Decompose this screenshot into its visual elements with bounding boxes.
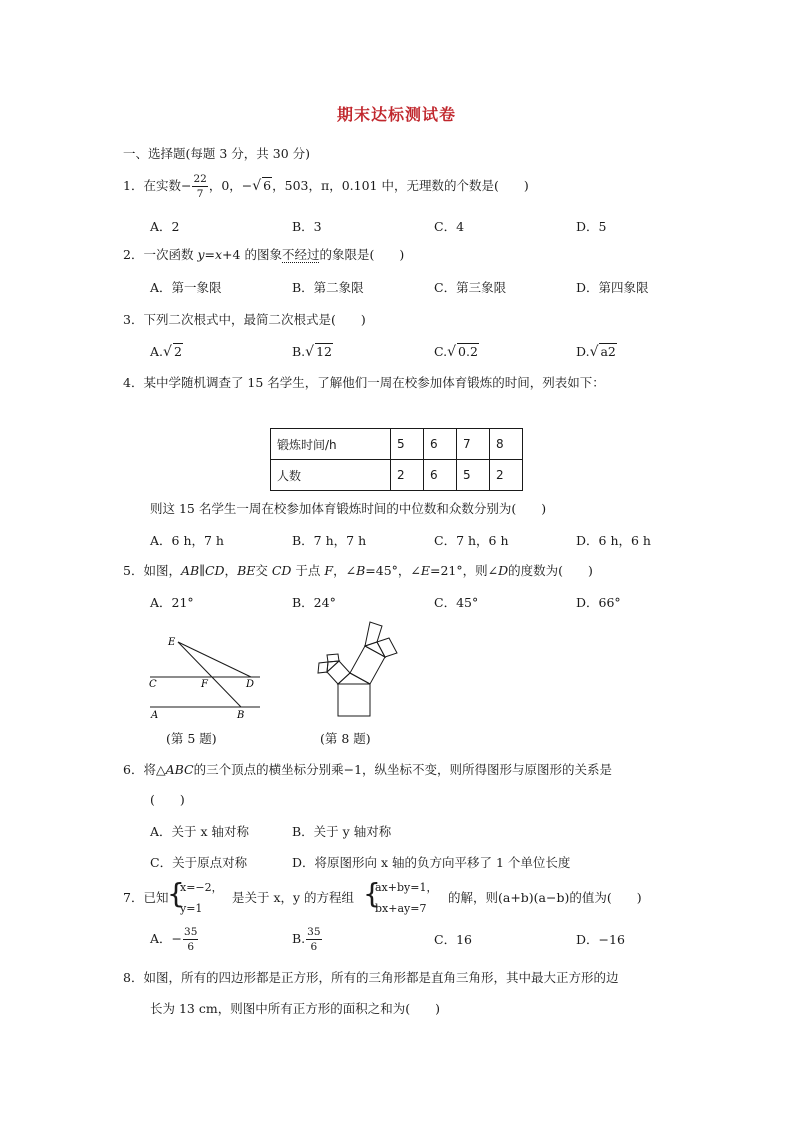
q5-text-a: 5．如图， xyxy=(123,563,181,578)
q6-answer-paren: ( ) xyxy=(150,792,185,807)
table-cell: 2 xyxy=(391,460,424,491)
q3-c-label: C. xyxy=(434,344,448,359)
q6-abc: ABC xyxy=(165,762,194,777)
line-ed xyxy=(178,642,251,677)
label-a: A xyxy=(151,710,159,721)
q3-a-label: A. xyxy=(150,344,164,359)
figure-8-caption: (第 8 题) xyxy=(320,731,371,746)
largest-square xyxy=(338,684,370,716)
q5-ab: AB xyxy=(180,563,200,578)
question-5 xyxy=(123,565,593,578)
q5-text-c: ， xyxy=(224,563,238,578)
question-8-line-1: 8．如图，所有的四边形都是正方形，所有的三角形都是直角三角形，其中最大正方形的边 xyxy=(123,970,619,985)
q2-option-b: B．第二象限 xyxy=(292,280,364,295)
q1-frac-num: 22 xyxy=(192,173,207,187)
figure-8 xyxy=(310,618,410,720)
square-left-side xyxy=(318,662,328,673)
table-cell: 2 xyxy=(490,460,523,491)
question-3: 3．下列二次根式中，最简二次根式是( ) xyxy=(123,312,366,327)
q5-e: E xyxy=(420,563,430,578)
figure-5-caption: (第 5 题) xyxy=(166,731,217,746)
page-title: 期末达标测试卷 xyxy=(336,105,456,124)
q3-d-label: D. xyxy=(576,344,590,359)
q7-option-c: C．16 xyxy=(434,932,472,947)
square-right xyxy=(350,646,385,684)
q4-option-b: B．7 h，7 h xyxy=(292,533,367,548)
section-heading: 一、选择题(每题 3 分，共 30 分) xyxy=(123,146,311,161)
q3-option-a xyxy=(150,343,183,359)
q7-equation-2: bx+ay=7 xyxy=(375,902,427,915)
square-left-top xyxy=(327,654,339,662)
q2-text-a: 2．一次函数 xyxy=(123,247,198,262)
q6-option-d: D．将原图形向 x 轴的负方向平移了 1 个单位长度 xyxy=(292,855,571,870)
table-cell: 6 xyxy=(424,460,457,491)
question-8-line-2: 长为 13 cm，则图中所有正方形的面积之和为( ) xyxy=(150,1001,440,1016)
sqrt-icon: √ xyxy=(252,178,262,195)
q7-a-label: A．− xyxy=(150,931,183,947)
q1-frac-den: 7 xyxy=(196,188,204,201)
q5-option-a: A．21° xyxy=(150,595,194,610)
label-f: F xyxy=(201,679,208,690)
q6-option-b: B．关于 y 轴对称 xyxy=(292,824,392,839)
q2-option-d: D．第四象限 xyxy=(576,280,649,295)
table-cell: 5 xyxy=(391,429,424,460)
q3-option-d xyxy=(576,343,617,359)
q2-option-a: A．第一象限 xyxy=(150,280,222,295)
q7-mid: 是关于 x，y 的方程组 xyxy=(232,890,355,905)
q7-b-label: B. xyxy=(292,931,306,947)
q5-option-c: C．45° xyxy=(434,595,479,610)
exercise-table xyxy=(270,428,523,491)
q1-prefix: 1．在实数− xyxy=(123,178,192,194)
question-2 xyxy=(123,249,404,262)
q3-a-radicand: 2 xyxy=(173,344,182,359)
sqrt-icon: √ xyxy=(589,344,599,360)
q2-text-b: = xyxy=(204,247,215,262)
q7-b-den: 6 xyxy=(310,941,318,954)
table-cell: 5 xyxy=(457,460,490,491)
q3-c-radicand: 0.2 xyxy=(458,344,478,359)
q5-f: F xyxy=(324,563,334,578)
q5-d: D xyxy=(498,563,509,578)
q7-equation-1: ax+by=1， xyxy=(375,881,438,894)
q1-option-d: D．5 xyxy=(576,219,607,234)
triangle-left xyxy=(327,661,339,672)
q6-text-a: 6．将△ xyxy=(123,762,166,777)
q5-cd2: CD xyxy=(271,563,292,578)
brace-icon: { xyxy=(363,877,381,910)
sqrt-icon: √ xyxy=(305,344,315,360)
q1-fraction xyxy=(192,173,207,200)
q3-b-label: B. xyxy=(292,344,306,359)
table-cell: 6 xyxy=(424,429,457,460)
table-row xyxy=(271,460,523,491)
q7-option-b xyxy=(292,926,323,953)
q7-a-num: 35 xyxy=(183,926,198,940)
q1-mid: ，0，− xyxy=(208,178,253,194)
table-cell: 7 xyxy=(457,429,490,460)
q7-option-a xyxy=(150,926,199,953)
question-6 xyxy=(123,764,612,777)
figure-5 xyxy=(140,630,270,725)
q2-emphasis: 不经过 xyxy=(281,247,320,262)
q5-be: BE xyxy=(237,563,256,578)
square-left xyxy=(327,661,350,684)
q7-b-fraction xyxy=(306,926,321,953)
q7-solution-x: x=−2， xyxy=(180,881,223,894)
q3-d-radicand: a2 xyxy=(600,344,616,359)
q5-text-f: ，∠ xyxy=(333,563,357,578)
q7-option-d: D．−16 xyxy=(576,932,625,947)
question-4: 4．某中学随机调查了 15 名学生，了解他们一周在校参加体育锻炼的时间，列表如下： xyxy=(123,375,605,390)
q1-rest: ，503，π，0.101 中，无理数的个数是( ) xyxy=(272,178,529,194)
q5-text-g: =45°，∠ xyxy=(365,563,421,578)
q4-option-d: D．6 h，6 h xyxy=(576,533,651,548)
q2-var-x: x xyxy=(214,247,223,262)
square-right-small xyxy=(365,622,382,646)
q7-rest: 的解，则(a+b)(a−b)的值为( ) xyxy=(448,890,642,905)
sqrt-icon: √ xyxy=(447,344,457,360)
q7-b-num: 35 xyxy=(306,926,321,940)
q5-text-b: ∥ xyxy=(199,563,205,578)
q4-option-c: C．7 h，6 h xyxy=(434,533,509,548)
q1-option-c: C．4 xyxy=(434,219,465,234)
q5-text-i: 的度数为( ) xyxy=(508,563,593,578)
q7-a-den: 6 xyxy=(187,941,195,954)
q5-text-h: =21°，则∠ xyxy=(430,563,499,578)
label-c: C xyxy=(149,679,157,690)
table-cell: 8 xyxy=(490,429,523,460)
q3-option-c xyxy=(434,343,479,359)
question-1 xyxy=(123,173,529,200)
triangle-right xyxy=(365,642,385,657)
q5-option-b: B．24° xyxy=(292,595,336,610)
q2-var-y: y xyxy=(197,247,205,262)
q4-followup: 则这 15 名学生一周在校参加体育锻炼时间的中位数和众数分别为( ) xyxy=(150,501,547,516)
q1-sqrt: 6 xyxy=(263,178,272,194)
q6-option-c: C．关于原点对称 xyxy=(150,855,248,870)
q5-text-d: 交 xyxy=(255,563,272,578)
q3-option-b xyxy=(292,343,333,359)
q5-option-d: D．66° xyxy=(576,595,621,610)
q5-b: B xyxy=(356,563,366,578)
label-e: E xyxy=(168,637,176,648)
q2-text-d: 的象限是( ) xyxy=(319,247,405,262)
table-row xyxy=(271,429,523,460)
label-d: D xyxy=(246,679,255,690)
sqrt-icon: √ xyxy=(163,344,172,360)
q4-option-a: A．6 h，7 h xyxy=(150,533,224,548)
q5-text-e: 于点 xyxy=(291,563,325,578)
label-b: B xyxy=(237,710,245,721)
q2-text-c: +4 的图象 xyxy=(222,247,282,262)
q7-solution-y: y=1 xyxy=(180,902,203,915)
q6-option-a: A．关于 x 轴对称 xyxy=(150,824,250,839)
q3-b-radicand: 12 xyxy=(316,344,332,359)
q6-text-b: 的三个顶点的横坐标分别乘−1，纵坐标不变，则所得图形与原图形的关系是 xyxy=(193,762,613,777)
q5-cd: CD xyxy=(204,563,225,578)
q7-prefix: 7．已知 xyxy=(123,890,169,905)
q7-a-fraction xyxy=(183,926,198,953)
q1-option-a: A．2 xyxy=(150,219,180,234)
table-cell: 人数 xyxy=(271,460,391,491)
table-cell: 锻炼时间/h xyxy=(271,429,391,460)
q1-option-b: B．3 xyxy=(292,219,322,234)
line-be xyxy=(178,642,241,707)
q2-option-c: C．第三象限 xyxy=(434,280,507,295)
brace-icon: { xyxy=(167,877,185,910)
